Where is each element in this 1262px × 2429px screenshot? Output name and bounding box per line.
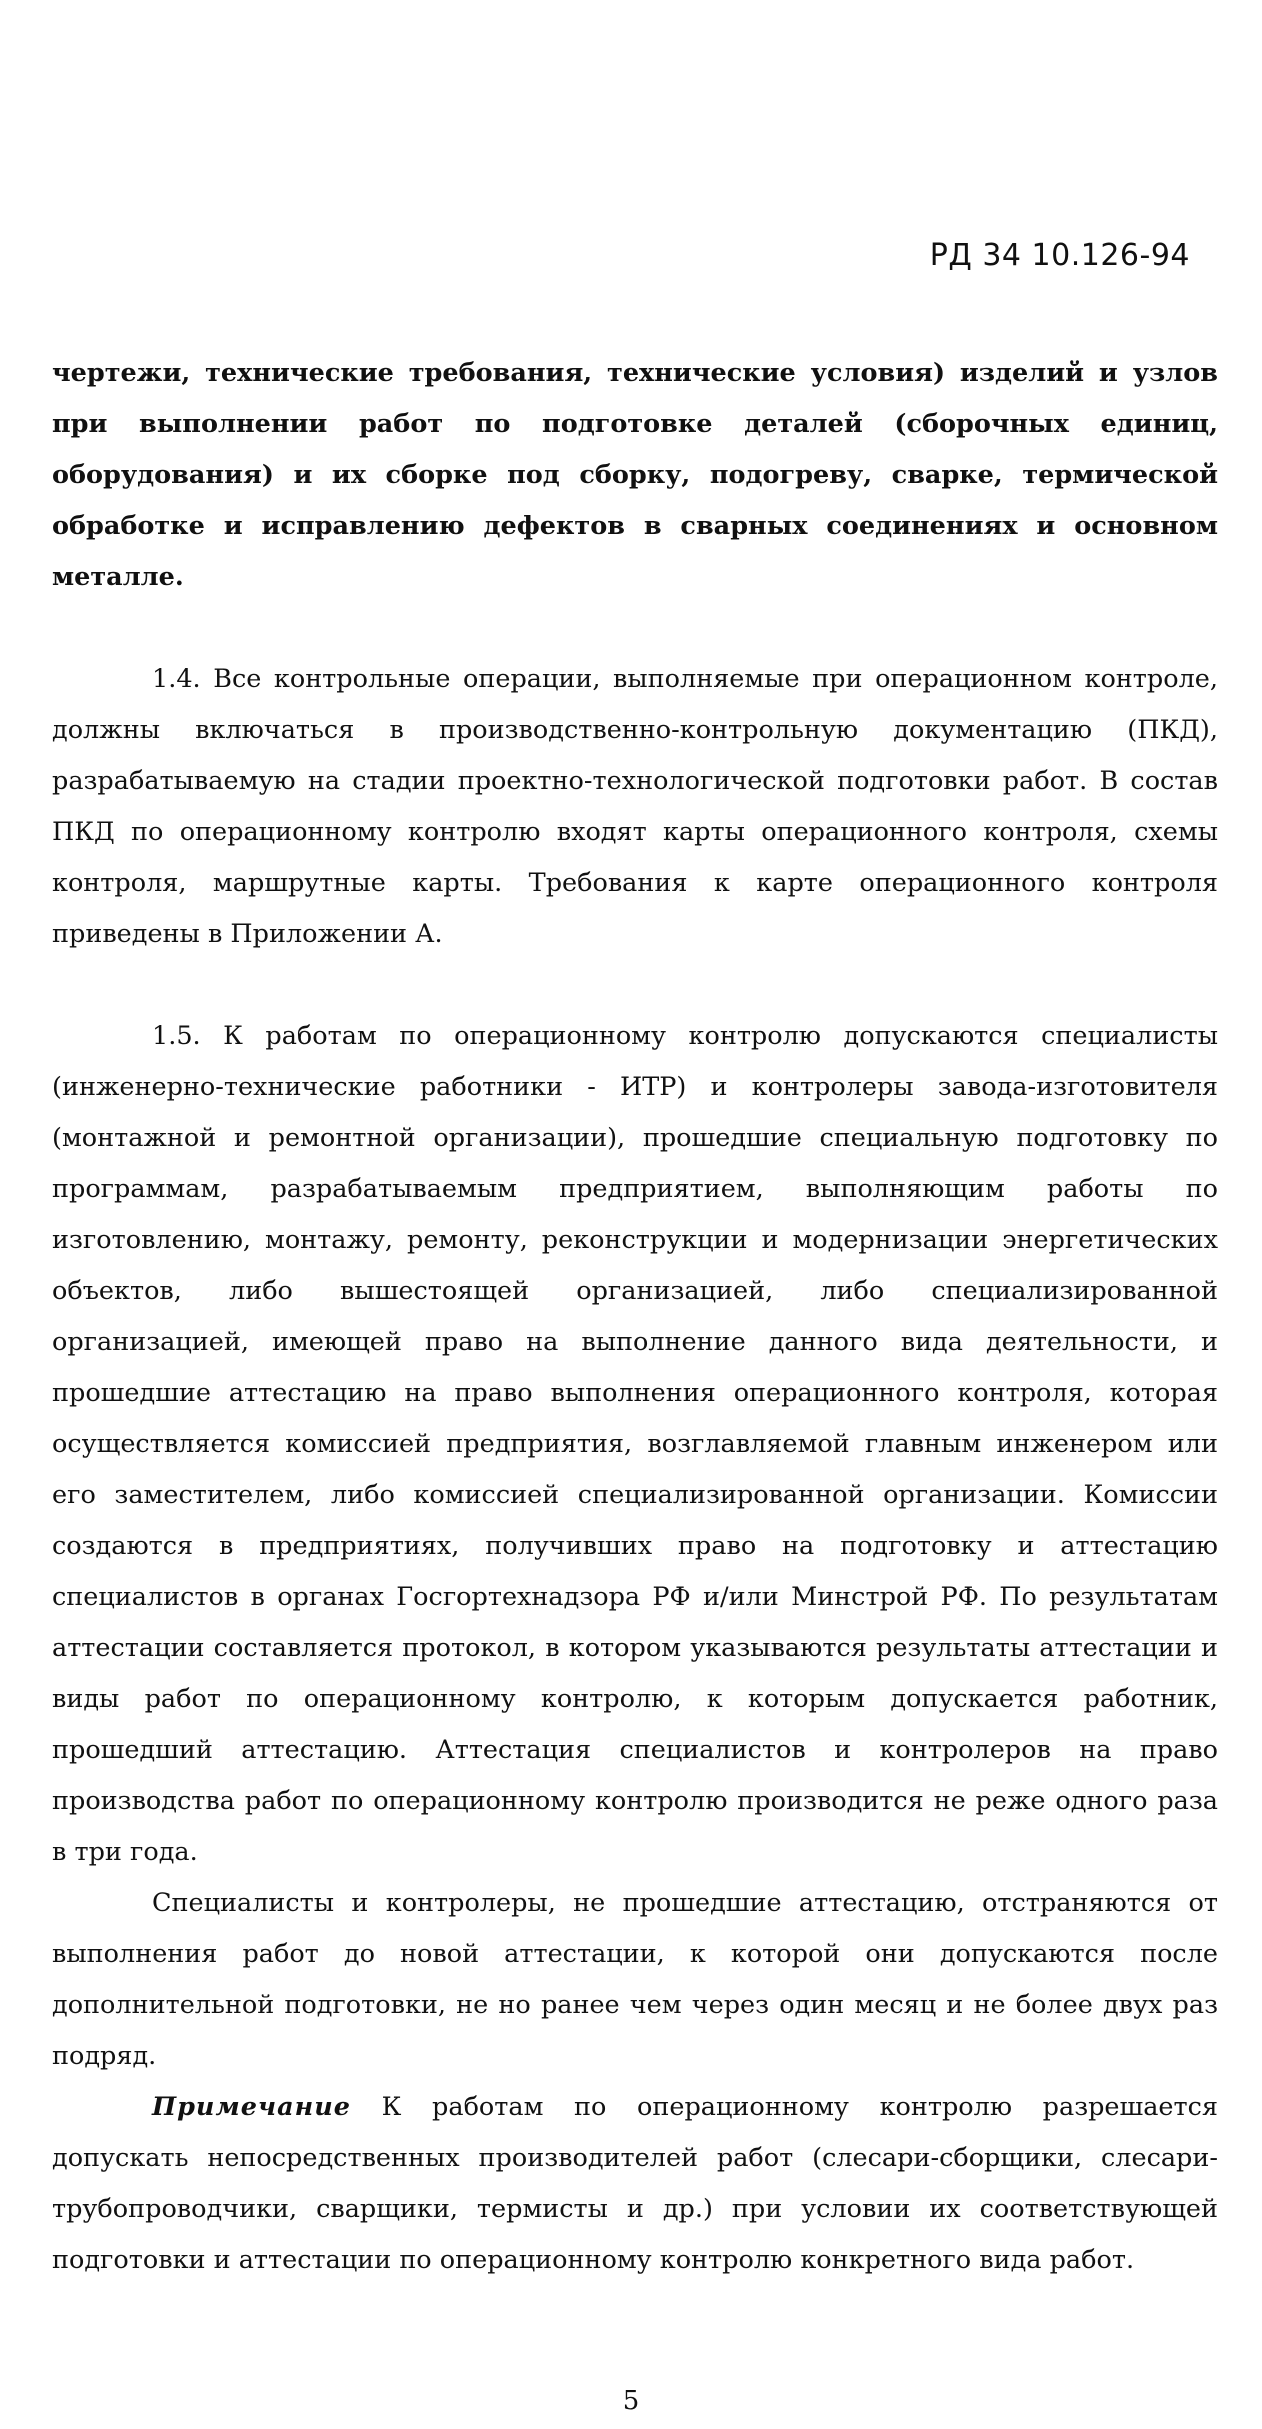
document-code: РД 34 10.126-94 <box>929 238 1190 273</box>
note-label: Примечание <box>152 2092 352 2122</box>
paragraph-1-5: 1.5. К работам по операционному контролю допускаются специалисты (инженерно-технические работники - ИТР) и контролеры завода-изготовителя (монтажной и ремонтной организации), прошедшие специальную подготовку по программам, разрабатываемым предприятием, выполняющим работы по изготовлению, монтажу, ремонту, реконструкции и модернизации энергетических объектов, либо вышестоящей организацией, либо специализированной организацией, имеющей право на выполнение данного вида деятельности, и прошедшие аттестацию на право выполнения операционного контроля, которая осуществляется комиссией предприятия, возглавляемой главным инженером или его заместителем, либо комиссией специализированной организации. Комиссии создаются в предприятиях, получивших право на подготовку и аттестацию специалистов в органах Госгортехнадзора РФ и/или Минстрой РФ. По результатам аттестации составляется протокол, в котором указываются результаты аттестации и виды работ по операционному контролю, к которым допускается работник, прошедший аттестацию. Аттестация специалистов и контролеров на право производства работ по операционному контролю производится не реже одного раза в три года. <box>52 1021 1218 1867</box>
page-number: 5 <box>622 2386 640 2416</box>
paragraph-note <box>52 2082 1218 2286</box>
document-body <box>52 348 1218 2286</box>
paragraph-intro: чертежи, технические требования, технические условия) изделий и узлов при выполнении работ по подготовке деталей (сборочных единиц, оборудования) и их сборке под сборку, подогреву, сварке, термической обработке и исправлению дефектов в сварных соединениях и основном металле. <box>52 358 1218 592</box>
paragraph-1-4: 1.4. Все контрольные операции, выполняемые при операционном контроле, должны включаться в производственно-контрольную документацию (ПКД), разрабатываемую на стадии проектно-технологической подготовки работ. В состав ПКД по операционному контролю входят карты операционного контроля, схемы контроля, маршрутные карты. Требования к карте операционного контроля приведены в Приложении А. <box>52 664 1218 949</box>
note-text: К работам по операционному контролю разрешается допускать непосредственных производителей работ (слесари-сборщики, слесари-трубопроводчики, сварщики, термисты и др.) при условии их соответствующей подготовки и аттестации по операционному контролю конкретного вида работ. <box>52 2092 1218 2275</box>
paragraph-specialists: Специалисты и контролеры, не прошедшие аттестацию, отстраняются от выполнения работ до новой аттестации, к которой они допускаются после дополнительной подготовки, не но ранее чем через один месяц и не более двух раз подряд. <box>52 1888 1218 2071</box>
